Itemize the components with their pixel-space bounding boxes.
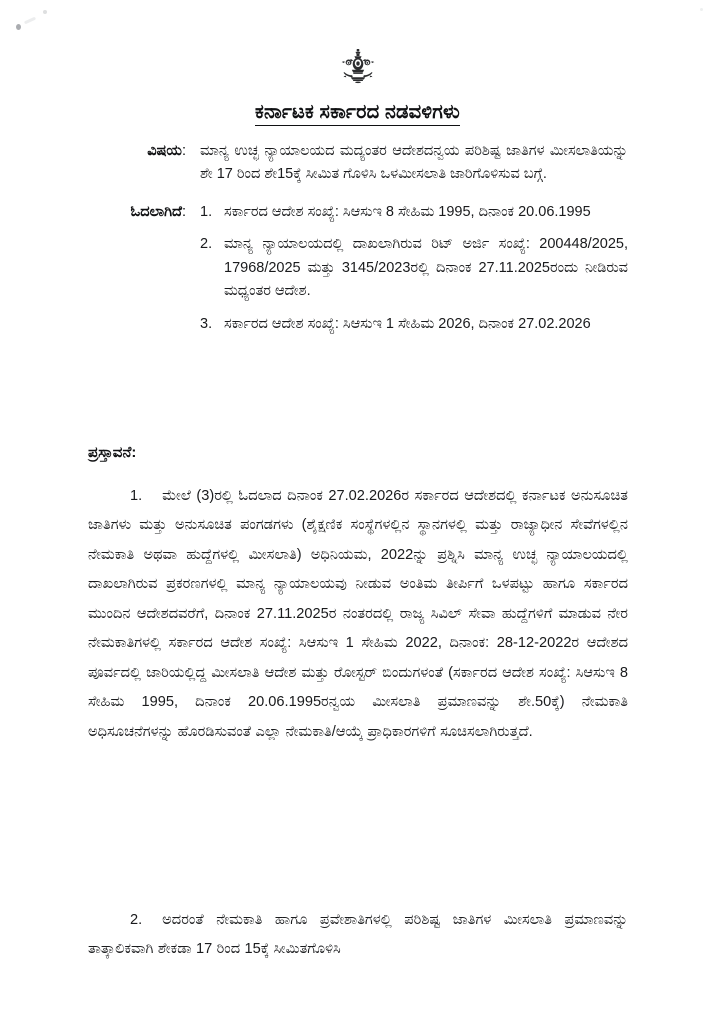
subject-body [200, 140, 628, 187]
paragraph-text: ಅದರಂತೆ ನೇಮಕಾತಿ ಹಾಗೂ ಪ್ರವೇಶಾತಿಗಳಲ್ಲಿ ಪರಿಶಿಷ್ಟ ಜಾತಿಗಳ ಮೀಸಲಾತಿ ಪ್ರಮಾಣವನ್ನು ತಾತ್ಕಾಲಿಕವಾಗಿ ಶೇಕಡಾ 17 ರಿಂದ 15ಕ್ಕೆ ಸೀಮಿತಗೊಳಿಸಿ [88, 912, 628, 958]
preamble-body [88, 482, 628, 747]
page-title [0, 101, 715, 124]
references-row [88, 201, 628, 336]
paragraph [88, 906, 628, 965]
list-item: ಮಾನ್ಯ ನ್ಯಾಯಾಲಯದಲ್ಲಿ ದಾಖಲಾಗಿರುವ ರಿಟ್ ಅರ್ಜಿ ಸಂಖ್ಯೆ: 200448/2025, 17968/2025 ಮತ್ತು 3145/2023ರಲ್ಲಿ ದಿನಾಂಕ 27.11.2025ರಂದು ನೀಡಿರುವ ಮಧ್ಯಂತರ ಆದೇಶ. [224, 236, 628, 300]
preamble-heading: ಪ್ರಸ್ತಾವನೆ: [88, 444, 137, 461]
paragraph-number: 1. [130, 488, 143, 504]
preamble-body-continued [88, 906, 628, 965]
emblem-container [0, 46, 715, 90]
subject-label [88, 140, 200, 163]
scan-artifact-speck [24, 17, 36, 25]
paragraph [88, 482, 628, 747]
document-meta [88, 140, 628, 350]
scan-artifact-speck [43, 10, 47, 14]
list-item: ಸರ್ಕಾರದ ಆದೇಶ ಸಂಖ್ಯೆ: ಸಿಆಸುಇ 8 ಸೇಹಿಮ 1995, ದಿನಾಂಕ 20.06.1995 [224, 203, 591, 220]
subject-label-colon: : [181, 143, 186, 159]
scan-artifact-speck [700, 8, 703, 11]
subject-row [88, 140, 628, 187]
paragraph-number: 2. [130, 912, 143, 928]
references-label-text: ಓದಲಾಗಿದೆ [130, 203, 182, 220]
subject-label-text: ವಿಷಯ [147, 143, 182, 159]
references-body [200, 201, 628, 336]
karnataka-state-emblem-icon [335, 46, 381, 90]
references-label-colon: : [181, 203, 186, 220]
page-title-text: ಕರ್ನಾಟಕ ಸರ್ಕಾರದ ನಡವಳಿಗಳು [255, 101, 460, 126]
subject-text: ಮಾನ್ಯ ಉಚ್ಛ ನ್ಯಾಯಾಲಯದ ಮದ್ಯಂತರ ಆದೇಶದನ್ವಯ ಪರಿಶಿಷ್ಟ ಜಾತಿಗಳ ಮೀಸಲಾತಿಯನ್ನು ಶೇ 17 ರಿಂದ ಶೇ15ಕ್ಕೆ ಸೀಮಿತ ಗೊಳಿಸಿ ಒಳಮೀಸಲಾತಿ ಜಾರಿಗೊಳಿಸುವ ಬಗ್ಗೆ. [200, 143, 628, 183]
paragraph-text: ಮೇಲೆ (3)ರಲ್ಲಿ ಓದಲಾದ ದಿನಾಂಕ 27.02.2026ರ ಸರ್ಕಾರದ ಆದೇಶದಲ್ಲಿ ಕರ್ನಾಟಕ ಅನುಸೂಚಿತ ಜಾತಿಗಳು ಮತ್ತು ಅನುಸೂಚಿತ ಪಂಗಡಗಳು (ಶೈಕ್ಷಣಿಕ ಸಂಸ್ಥೆಗಳಲ್ಲಿನ ಸ್ಥಾನಗಳಲ್ಲಿ ಮತ್ತು ರಾಜ್ಯಾಧೀನ ಸೇವೆಗಳಲ್ಲಿನ ನೇಮಕಾತಿ ಅಥವಾ ಹುದ್ದೆಗಳಲ್ಲಿ ಮೀಸಲಾತಿ) ಅಧಿನಿಯಮ, 2022ನ್ನು ಪ್ರಶ್ನಿಸಿ ಮಾನ್ಯ ಉಚ್ಛ ನ್ಯಾಯಾಲಯದಲ್ಲಿ ದಾಖಲಾಗಿರುವ ಪ್ರಕರಣಗಳಲ್ಲಿ ಮಾನ್ಯ ನ್ಯಾಯಾಲಯವು ನೀಡುವ ಅಂತಿಮ ತೀರ್ಪಿಗೆ ಒಳಪಟ್ಟು ಹಾಗೂ ಸರ್ಕಾರದ ಮುಂದಿನ ಆದೇಶದವರೆಗೆ, ದಿನಾಂಕ 27.11.2025ರ ನಂತರದಲ್ಲಿ ರಾಜ್ಯ ಸಿವಿಲ್ ಸೇವಾ ಹುದ್ದೆಗಳಿಗೆ ಮಾಡುವ ನೇರ ನೇಮಕಾತಿಗಳಲ್ಲಿ ಸರ್ಕಾರದ ಆದೇಶ ಸಂಖ್ಯೆ: ಸಿಆಸುಇ 1 ಸೇಹಿಮ 2022, ದಿನಾಂಕ: 28-12-2022ರ ಆದೇಶದ ಪೂರ್ವದಲ್ಲಿ ಜಾರಿಯಲ್ಲಿದ್ದ ಮೀಸಲಾತಿ ಆದೇಶ ಮತ್ತು ರೋಸ್ಟರ್ ಬಿಂದುಗಳಂತೆ (ಸರ್ಕಾರದ ಆದೇಶ ಸಂಖ್ಯೆ: ಸಿಆಸುಇ 8 ಸೇಹಿಮ 1995, ದಿನಾಂಕ 20.06.1995ರನ್ವಯ ಮೀಸಲಾತಿ ಪ್ರಮಾಣವನ್ನು ಶೇ.50ಕ್ಕೆ) ನೇಮಕಾತಿ ಅಧಿಸೂಚನೆಗಳನ್ನು ಹೊರಡಿಸುವಂತೆ ಎಲ್ಲಾ ನೇಮಕಾತಿ/ಆಯ್ಕೆ ಪ್ರಾಧಿಕಾರಗಳಿಗೆ ಸೂಚಿಸಲಾಗಿರುತ್ತದೆ. [88, 488, 628, 740]
list-item: ಸರ್ಕಾರದ ಆದೇಶ ಸಂಖ್ಯೆ: ಸಿಆಸುಇ 1 ಸೇಹಿಮ 2026, ದಿನಾಂಕ 27.02.2026 [224, 315, 591, 332]
reference-list [200, 201, 628, 336]
references-label [88, 201, 200, 224]
scan-artifact-speck [16, 24, 21, 30]
